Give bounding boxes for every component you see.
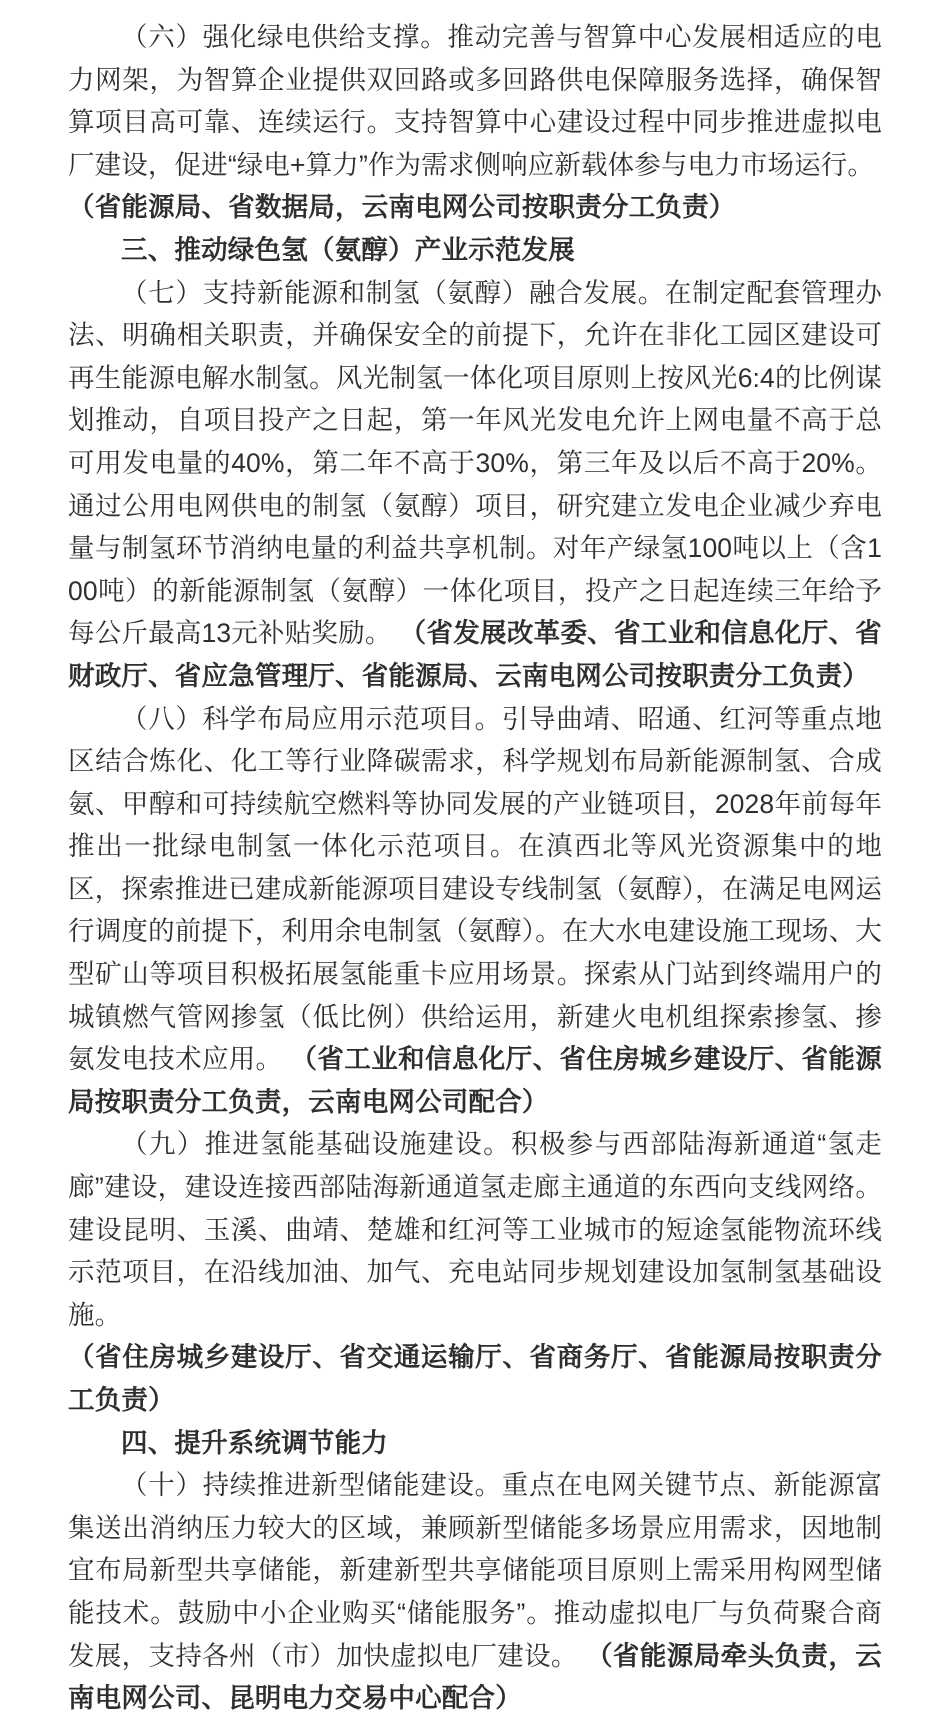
paragraph-item-7 — [68, 272, 882, 698]
responsibility-attribution: （省能源局、省数据局，云南电网公司按职责分工负责） — [68, 192, 736, 223]
paragraph-item-6 — [68, 16, 882, 229]
paragraph-item-8 — [68, 698, 882, 1124]
paragraph-item-9 — [68, 1123, 882, 1336]
paragraph-body: （八）科学布局应用示范项目。引导曲靖、昭通、红河等重点地区结合炼化、化工等行业降碳需求，科学规划布局新能源制氢、合成氨、甲醇和可持续航空燃料等协同发展的产业链项目，2028年前每年推出一批绿电制氢一体化示范项目。在滇西北等风光资源集中的地区，探索推进已建成新能源项目建设专线制氢（氨醇），在满足电网运行调度的前提下，利用余电制氢（氨醇）。在大水电建设施工现场、大型矿山等项目积极拓展氢能重卡应用场景。探索从门站到终端用户的城镇燃气管网掺氢（低比例）供给运用，新建火电机组探索掺氢、掺氨发电技术应用。 — [68, 703, 882, 1075]
responsibility-attribution: （省能源局牵头负责，云南电网公司、昆明电力交易中心配合） — [68, 1640, 882, 1714]
responsibility-attribution: （省住房城乡建设厅、省交通运输厅、省商务厅、省能源局按职责分工负责） — [68, 1342, 882, 1415]
paragraph-body: （六）强化绿电供给支撑。推动完善与智算中心发展相适应的电力网架，为智算企业提供双回路或多回路供电保障服务选择，确保智算项目高可靠、连续运行。支持智算中心建设过程中同步推进虚拟电厂建设，促进“绿电+算力”作为需求侧响应新载体参与电力市场运行。 — [68, 22, 882, 180]
paragraph-body: （九）推进氢能基础设施建设。积极参与西部陆海新通道“氢走廊”建设，建设连接西部陆海新通道氢走廊主通道的东西向支线网络。建设昆明、玉溪、曲靖、楚雄和红河等工业城市的短途氢能物流环线示范项目，在沿线加油、加气、充电站同步规划建设加氢制氢基础设施。 — [68, 1129, 882, 1330]
paragraph-body: （十）持续推进新型储能建设。重点在电网关键节点、新能源富集送出消纳压力较大的区域，兼顾新型储能多场景应用需求，因地制宜布局新型共享储能，新建新型共享储能项目原则上需采用构网型储能技术。鼓励中小企业购买“储能服务”。推动虚拟电厂与负荷聚合商发展，支持各州（市）加快虚拟电厂建设。 — [68, 1470, 882, 1671]
responsibility-attribution: （省工业和信息化厅、省住房城乡建设厅、省能源局按职责分工负责，云南电网公司配合） — [68, 1044, 882, 1117]
paragraph-item-10 — [68, 1464, 882, 1720]
section-heading-4: 四、提升系统调节能力 — [121, 1427, 388, 1458]
section-heading-3: 三、推动绿色氢（氨醇）产业示范发展 — [121, 234, 575, 265]
attribution-line-item-9 — [68, 1336, 882, 1421]
paragraph-body: （七）支持新能源和制氢（氨醇）融合发展。在制定配套管理办法、明确相关职责，并确保安全的前提下，允许在非化工园区建设可再生能源电解水制氢。风光制氢一体化项目原则上按风光6:4的比例谋划推动，自项目投产之日起，第一年风光发电允许上网电量不高于总可用发电量的40%，第二年不高于30%，第三年及以后不高于20%。通过公用电网供电的制氢（氨醇）项目，研究建立发电企业减少弃电量与制氢环节消纳电量的利益共享机制。对年产绿氢100吨以上（含100吨）的新能源制氢（氨醇）一体化项目，投产之日起连续三年给予每公斤最高13元补贴奖励。 — [68, 277, 882, 649]
responsibility-attribution: （省发展改革委、省工业和信息化厅、省财政厅、省应急管理厅、省能源局、云南电网公司按职责分工负责） — [68, 618, 882, 691]
